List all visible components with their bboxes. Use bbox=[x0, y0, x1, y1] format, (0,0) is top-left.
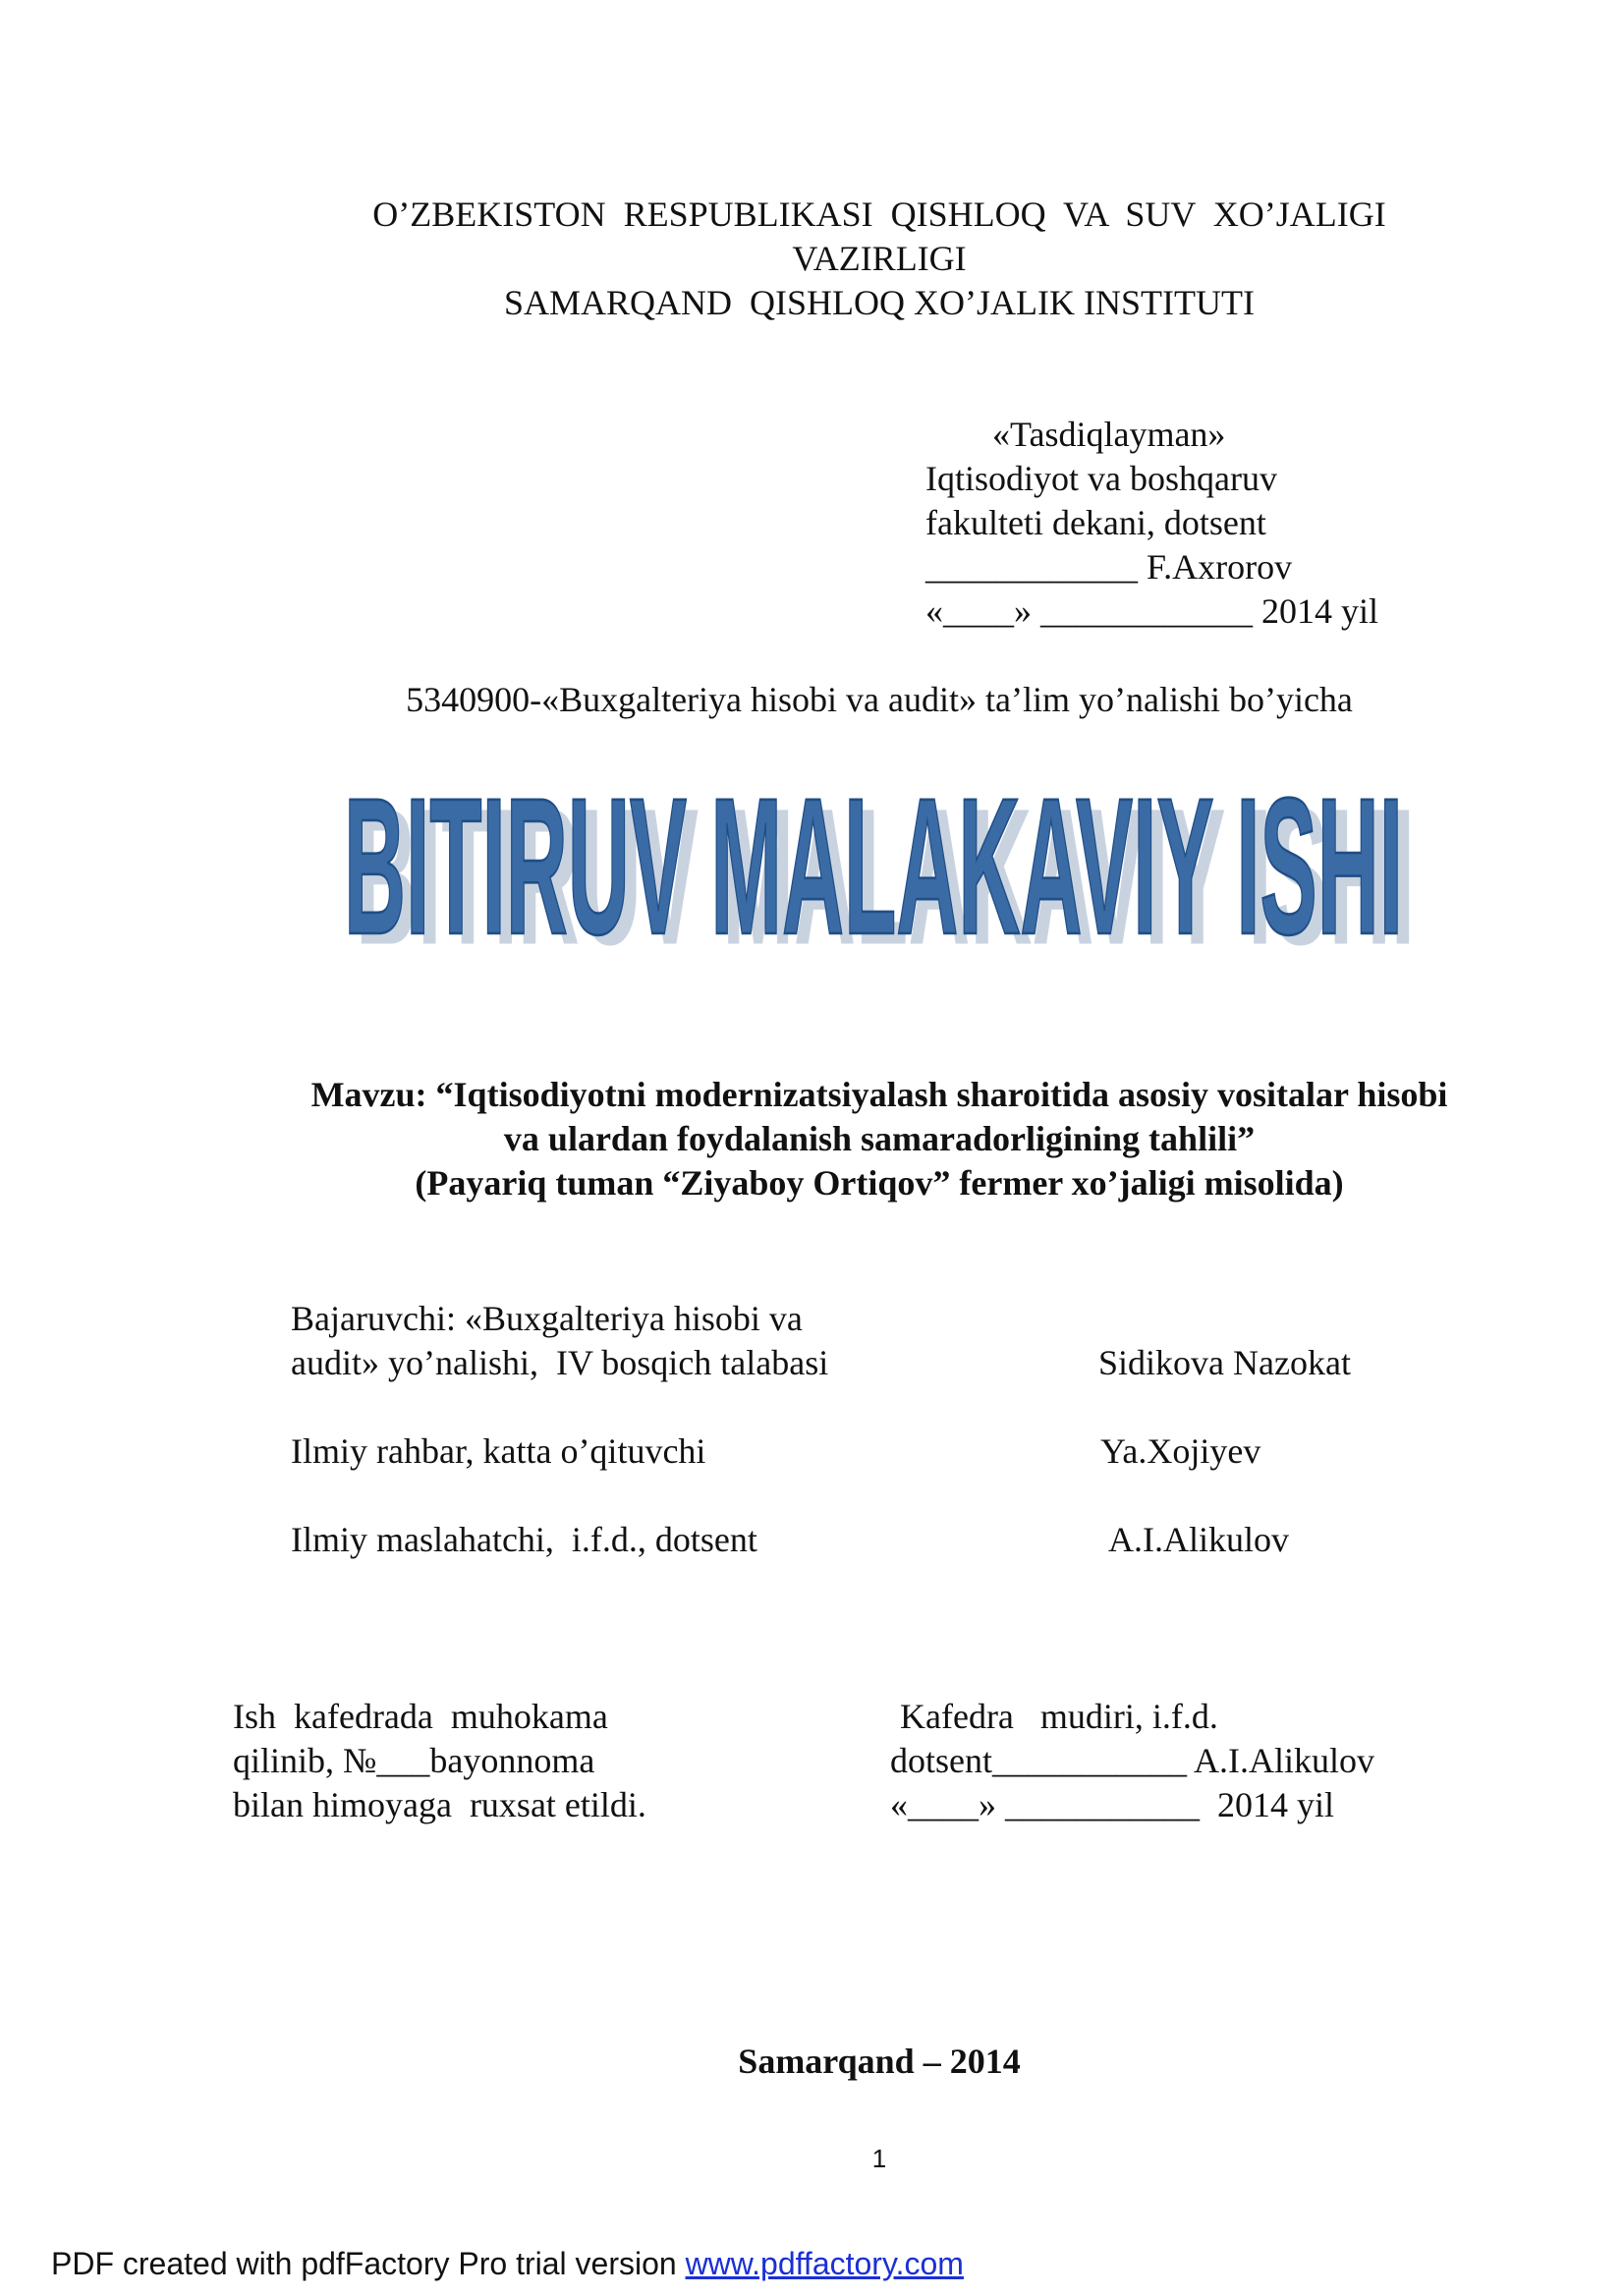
approval-title: «Tasdiqlayman» bbox=[992, 415, 1226, 454]
approval-line-2: fakulteti dekani, dotsent bbox=[925, 503, 1266, 542]
header-line-1: O’ZBEKISTON RESPUBLIKASI QISHLOQ VA SUV XO’JALIGI bbox=[372, 195, 1386, 234]
big-title bbox=[0, 739, 1624, 965]
department-head-line-1: Kafedra mudiri, i.f.d. bbox=[900, 1697, 1218, 1736]
department-discussion-line-2: qilinib, №___bayonnoma bbox=[233, 1741, 595, 1780]
city-year: Samarqand – 2014 bbox=[738, 2042, 1021, 2081]
study-direction: 5340900-«Buxgalteriya hisobi va audit» ta’lim yo’nalishi bo’yicha bbox=[406, 680, 1353, 719]
performer-label-line-1: Bajaruvchi: «Buxgalteriya hisobi va bbox=[291, 1299, 803, 1338]
performer-name: Sidikova Nazokat bbox=[1098, 1343, 1351, 1382]
approval-line-1: Iqtisodiyot va boshqaruv bbox=[925, 459, 1277, 498]
supervisor-name: Ya.Xojiyev bbox=[1100, 1431, 1261, 1471]
ministry-header bbox=[0, 193, 1624, 325]
thesis-topic bbox=[0, 1073, 1624, 1205]
footer-text: PDF created with pdfFactory Pro trial version bbox=[51, 2246, 686, 2281]
topic-line-3: (Payariq tuman “Ziyaboy Ortiqov” fermer xo’jaligi misolida) bbox=[415, 1163, 1344, 1203]
supervisor-label: Ilmiy rahbar, katta o’qituvchi bbox=[291, 1431, 706, 1471]
approval-line-3: ____________ F.Axrorov bbox=[925, 547, 1293, 587]
approval-block bbox=[925, 413, 1378, 634]
performer-label-line-2: audit» yo’nalishi, IV bosqich talabasi bbox=[291, 1343, 829, 1382]
big-title-text: BITIRUV MALAKAVIY ISHI bbox=[344, 757, 1404, 965]
department-head-line-3: «____» ___________ 2014 yil bbox=[890, 1785, 1335, 1824]
topic-line-1: Mavzu: “Iqtisodiyotni modernizatsiyalash sharoitida asosiy vositalar hisobi bbox=[310, 1075, 1448, 1114]
header-line-2: VAZIRLIGI bbox=[792, 239, 967, 278]
header-line-3: SAMARQAND QISHLOQ XO’JALIK INSTITUTI bbox=[504, 283, 1255, 322]
advisor-name: A.I.Alikulov bbox=[1108, 1520, 1289, 1559]
footer-link[interactable]: www.pdffactory.com bbox=[685, 2246, 964, 2281]
department-discussion-line-1: Ish kafedrada muhokama bbox=[233, 1697, 608, 1736]
pdf-footer bbox=[51, 2244, 964, 2283]
advisor-label: Ilmiy maslahatchi, i.f.d., dotsent bbox=[291, 1520, 757, 1559]
topic-line-2: va ulardan foydalanish samaradorligining tahlili” bbox=[503, 1119, 1256, 1158]
big-title-shadow: BITIRUV MALAKAVIY ISHI bbox=[356, 768, 1416, 965]
department-head-line-2: dotsent___________ A.I.Alikulov bbox=[890, 1741, 1374, 1780]
page-number: 1 bbox=[871, 2144, 887, 2173]
approval-line-4: «____» ____________ 2014 yil bbox=[925, 591, 1379, 631]
big-title-wordart bbox=[339, 739, 1420, 965]
department-discussion-line-3: bilan himoyaga ruxsat etildi. bbox=[233, 1785, 646, 1824]
